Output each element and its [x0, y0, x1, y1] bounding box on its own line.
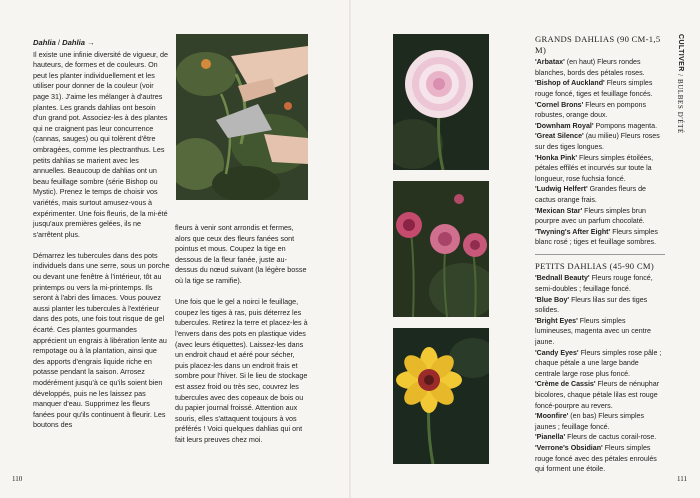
large-dahlias-title: GRANDS DAHLIAS (90 CM-1,5 M) [535, 34, 661, 55]
left-column-2 [175, 223, 309, 456]
variety-entry [535, 153, 665, 185]
large-dahlias-list [535, 57, 665, 248]
variety-name: 'Moonfire' [535, 412, 569, 421]
variety-description: (en bas) Fleurs simples jaunes ; feuillage foncé. [535, 412, 645, 431]
variety-description: Fleurs rouge foncé, semi-doubles ; feuillage foncé. [535, 274, 653, 294]
variety-name: 'Bednall Beauty' [535, 274, 590, 283]
small-dahlias-list [535, 273, 665, 474]
variety-description: Fleurs de cactus corail-rose. [565, 433, 657, 442]
variety-entry [535, 295, 665, 316]
plant-name-french: Dahlia [62, 38, 85, 47]
variety-description: Fleurs simples étoilées, pétales effilés et incurvés sur toute la longueur, rose fuchsia foncé. [535, 153, 654, 183]
variety-entry [535, 273, 665, 294]
variety-name: 'Great Silence' [535, 132, 584, 141]
variety-entry [535, 57, 665, 78]
variety-entry [535, 411, 665, 432]
plant-name-latin: Dahlia [33, 38, 56, 47]
variety-name: 'Verrone's Obsidian' [535, 443, 603, 452]
variety-description: Fleurs simples blanc rosé ; tiges et feuillage sombres. [535, 227, 658, 247]
variety-description: Pompons magenta. [593, 121, 658, 130]
variety-entry [535, 432, 665, 443]
variety-description: Fleurs simples rouge foncé avec des pétales enroulés qui forment une étoile. [535, 443, 657, 474]
intro-paragraph: Il existe une infinie diversité de vigueur, de hauteurs, de formes et de couleurs. On peut les planter individuellement et les utiliser pour donner de la couleur (voir page 31). J'aime les mélanger à d'autres plantes. Les grands dahlias ont besoin d'un grand pot. Associez-les à des plantes qui ne craignent pas leur concurrence (cannas, sauges) ou qui tolèrent d'être ombragées, comme les plectranthus. Les petits dahlias se marient avec les annuelles. Beaucoup de dahlias ont un beau feuillage sombre (série Bishop ou Mystic). Prenez le temps de choisir vos variétés, mais surtout amusez-vous à expérimenter. Une fois fleuris, de la mi-été jusqu'aux premières gelées, ils ne s'arrêtent plus. [33, 49, 169, 239]
variety-name: 'Ludwig Helfert' [535, 185, 588, 194]
variety-name: 'Cornel Brons' [535, 100, 584, 109]
running-head-separator: / [676, 71, 684, 79]
variety-name: 'Honka Pink' [535, 153, 578, 162]
variety-entry [535, 443, 665, 475]
photo-dahlia-great-silence [393, 181, 489, 317]
plant-heading [33, 38, 170, 49]
variety-description: Fleurs en pompons robustes, orange doux. [535, 100, 647, 120]
page-number-left: 110 [12, 475, 23, 483]
variety-name: 'Bishop of Auckland' [535, 79, 605, 88]
running-head-section: CULTIVER [677, 34, 684, 72]
photo-dahlia-arbatax [393, 34, 489, 170]
arrow-icon: → [87, 38, 95, 47]
variety-entry [535, 316, 665, 348]
side-running-head [676, 34, 690, 164]
variety-name: 'Crème de Cassis' [535, 380, 596, 389]
variety-list [535, 34, 665, 475]
photo-dahlia-moonfire [393, 328, 489, 464]
variety-entry [535, 121, 665, 132]
variety-name: 'Twyning's After Eight' [535, 227, 611, 236]
variety-description: Fleurs simples rouge foncé, tiges et feuillage foncés. [535, 79, 653, 98]
variety-name: 'Pianella' [535, 433, 566, 442]
plant-name-separator: / [55, 38, 63, 47]
variety-description: Fleurs simples lumineuses, magenta avec un centre jaune. [535, 316, 651, 347]
variety-entry [535, 184, 665, 205]
variety-entry [535, 100, 665, 121]
variety-entry [535, 348, 665, 380]
variety-entry [535, 131, 665, 152]
running-head-chapter: BULBES D'ÉTÉ [676, 78, 684, 134]
variety-description: Fleurs simples brun pourpre avec un parfum chocolaté. [535, 206, 647, 226]
variety-description: (au milieu) Fleurs roses sur des tiges longues. [535, 132, 660, 151]
variety-name: 'Arbatax' [535, 58, 565, 67]
variety-entry [535, 206, 665, 227]
variety-name: 'Downham Royal' [535, 121, 594, 130]
page-number-right: 111 [677, 475, 687, 483]
section-divider [535, 254, 665, 255]
variety-name: 'Bright Eyes' [535, 316, 578, 325]
variety-description: Fleurs lilas sur des tiges solides. [535, 295, 648, 315]
variety-description: Fleurs simples rose pâle ; chaque pétale a une large bande centrale large rose plus foncé. [535, 348, 662, 378]
book-gutter [349, 0, 351, 498]
overwintering-paragraph: Une fois que le gel a noirci le feuillage, coupez les tiges à ras, puis déterrez les tubercules. Retirez la terre et placez-les à l'envers dans des pots en plastique vides (avec leurs étiquettes). Laissez-les dans un endroit chaud et aéré pour sécher, puis placez-les dans un endroit frais et sombre pour l'hiver. Si le lieu de stockage est assez froid ou très sec, couvrez les tubercules avec des copeaux de bois ou du papier journal froissé. Attention aux souris, elles s'attaquent toujours à vos préférés ! Voici quelques dahlias qui ont fait leurs preuves chez moi. [175, 297, 308, 444]
small-dahlias-title: PETITS DAHLIAS (45-90 CM) [535, 260, 654, 271]
left-column-1 [33, 38, 170, 442]
variety-name: 'Blue Boy' [535, 295, 570, 304]
variety-entry [535, 78, 665, 99]
variety-description: (en haut) Fleurs rondes blanches, bords des pétales roses. [535, 58, 645, 77]
photo-hands-deadheading [176, 34, 308, 200]
variety-name: 'Candy Eyes' [535, 348, 579, 357]
planting-paragraph: Démarrez les tubercules dans des pots individuels dans une serre, sous un porche ou devant une fenêtre à l'intérieur, tôt au printemps ou vers la mi-printemps. Ils seront à l'abri des limaces. Vous pouvez aussi planter les tubercules à l'extérieur dans des pots, une fois tout risque de gel écarté. Ces plantes gourmandes apprécient un engrais à libération lente au rempotage ou à la plantation, ainsi que des apports d'engrais liquide riche en potasse pendant la saison. Arrosez modérément jusqu'à ce qu'ils soient bien développés, puis ne les laissez pas manquer d'eau. Supprimez les fleurs fanées pour qu'ils continuent à fleurir. Les boutons des [33, 250, 170, 430]
variety-description: Grandes fleurs de cactus orange frais. [535, 185, 646, 204]
running-head-text [676, 34, 684, 134]
variety-name: 'Mexican Star' [535, 206, 583, 215]
variety-description: Fleurs de nénuphar bicolores, chaque pétale lilas est rouge foncé-pourpre au revers. [535, 380, 660, 410]
variety-entry [535, 379, 665, 411]
deadheading-paragraph: fleurs à venir sont arrondis et fermes, alors que ceux des fleurs fanées sont pointus et mous. Coupez la tige en dessous de la fleur fanée, juste au-dessus du nœud suivant (la légère bosse où la tige se ramifie). [175, 223, 307, 285]
variety-entry [535, 227, 665, 248]
